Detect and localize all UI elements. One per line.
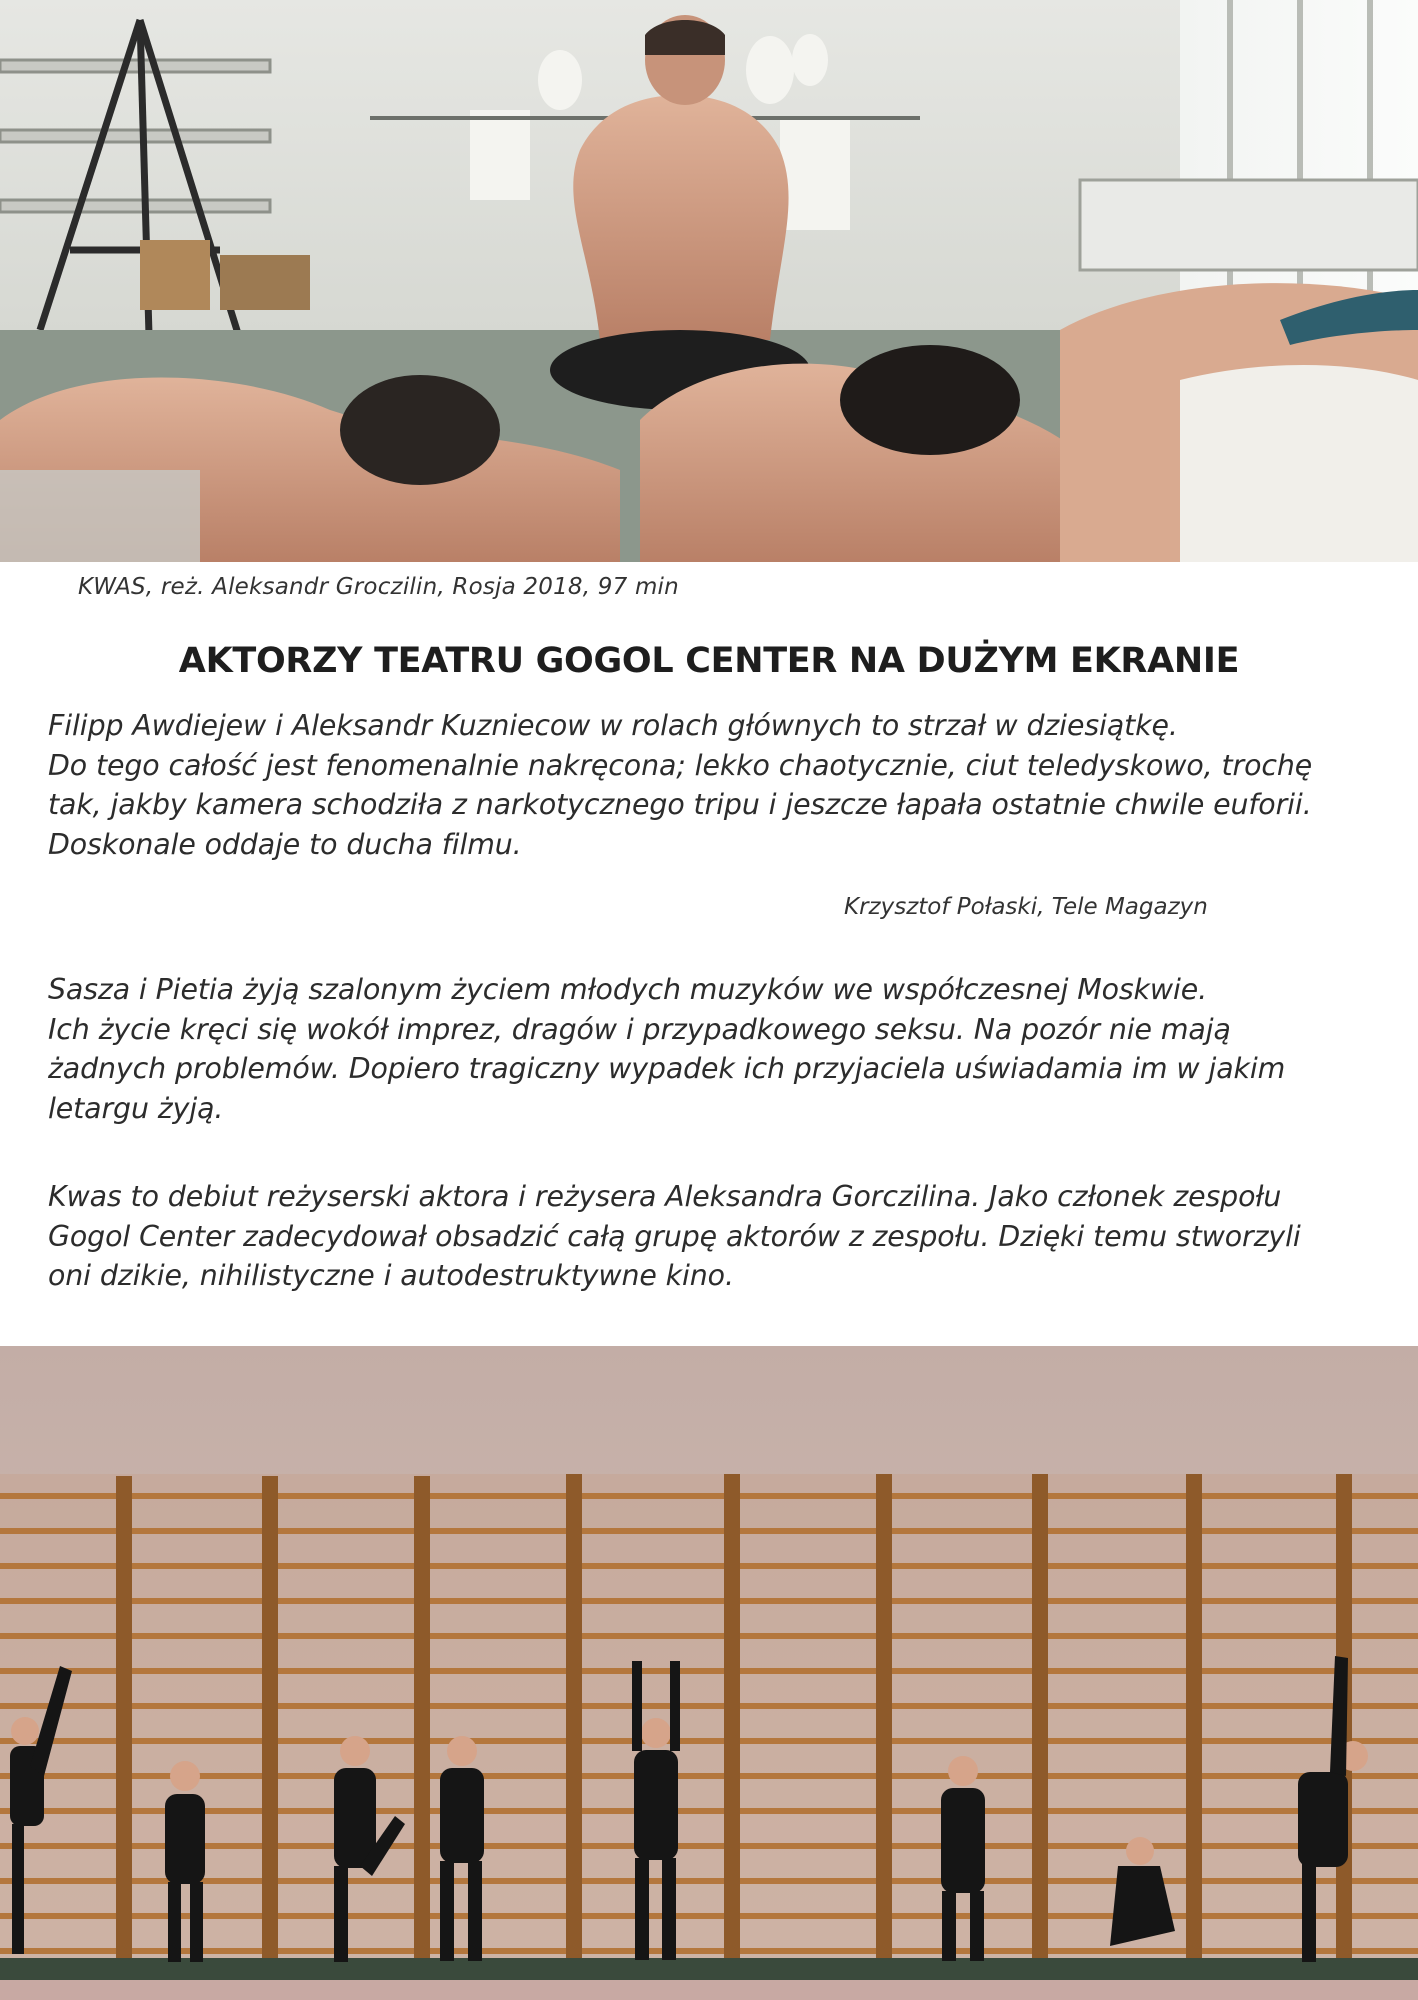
quote-attribution: Krzysztof Połaski, Tele Magazyn — [844, 894, 1208, 920]
review-quote — [48, 706, 1398, 864]
page-title: AKTORZY TEATRU GOGOL CENTER NA DUŻYM EKRANIE — [178, 641, 1240, 681]
about-paragraph — [48, 1177, 1398, 1296]
quote-line: tak, jakby kamera schodziła z narkotycznego tripu i jeszcze łapała ostatnie chwile euforii. — [48, 788, 1312, 821]
quote-line: Filipp Awdiejew i Aleksandr Kuzniecow w rolach głównych to strzał w dziesiątkę. — [48, 709, 1178, 742]
about-line: oni dzikie, nihilistyczne i autodestruktywne kino. — [48, 1259, 734, 1292]
quote-line: Doskonale oddaje to ducha filmu. — [48, 827, 522, 861]
synopsis-line: Ich życie kręci się wokół imprez, dragów i przypadkowego seksu. Na pozór nie mają — [48, 1012, 1231, 1046]
synopsis-paragraph — [48, 970, 1398, 1128]
synopsis-line: letargu żyją. — [48, 1091, 224, 1125]
quote-line: Do tego całość jest fenomenalnie nakręcona; lekko chaotycznie, ciut teledyskowo, trochę — [48, 748, 1313, 782]
film-still-photo — [0, 0, 1418, 562]
synopsis-line: żadnych problemów. Dopiero tragiczny wypadek ich przyjaciela uświadamia im w jakim — [48, 1052, 1286, 1085]
synopsis-line: Sasza i Pietia żyją szalonym życiem młodych muzyków we współczesnej Moskwie. — [48, 973, 1208, 1006]
about-line: Gogol Center zadecydował obsadzić całą grupę aktorów z zespołu. Dzięki temu stworzyli — [48, 1219, 1301, 1253]
gymnasts-photo — [0, 1346, 1418, 2000]
photo-caption: KWAS, reż. Aleksandr Groczilin, Rosja 2018, 97 min — [78, 574, 679, 600]
about-line: Kwas to debiut reżyserski aktora i reżysera Aleksandra Gorczilina. Jako członek zespołu — [48, 1180, 1282, 1213]
